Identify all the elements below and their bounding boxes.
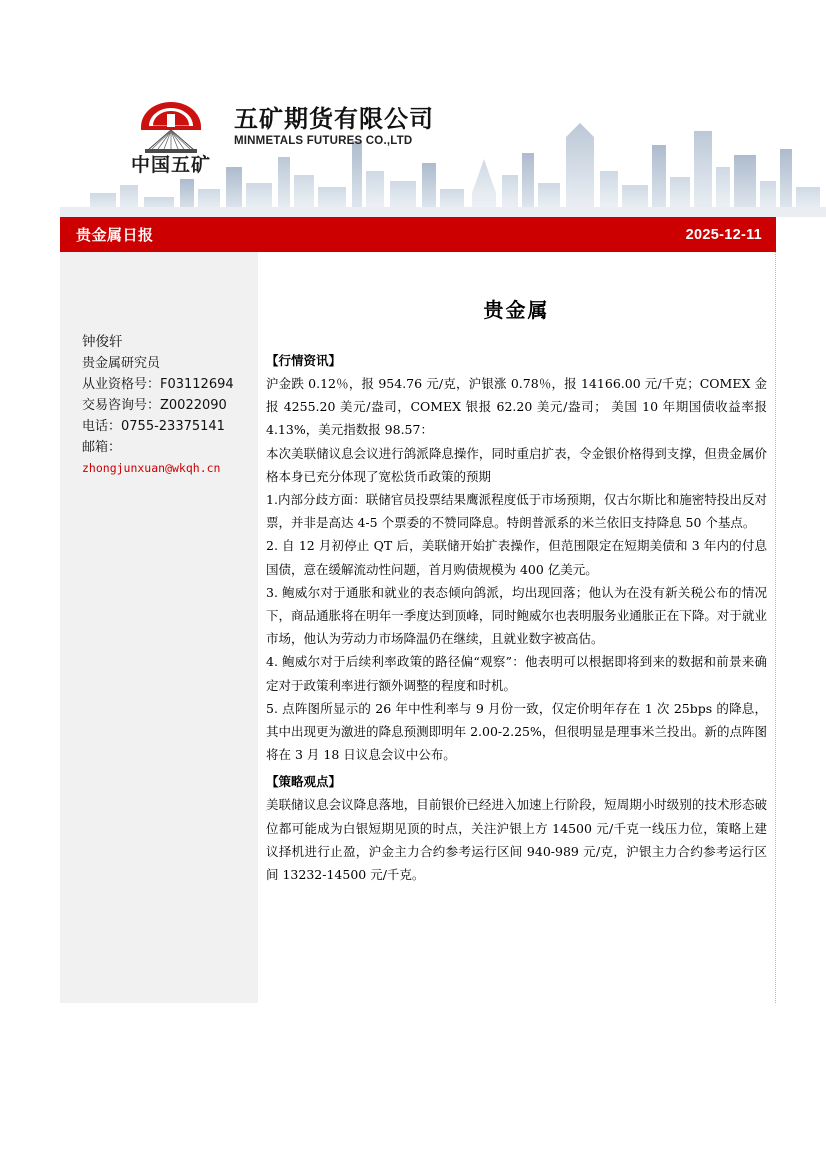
- point-paragraph-2: 2. 自 12 月初停止 QT 后，美联储开始扩表操作，但范围限定在短期美债和 3 年内的付息国债，意在缓解流动性问题，首月购债规模为 400 亿美元。: [266, 538, 767, 577]
- company-name-cn: 五矿期货有限公司: [234, 105, 434, 133]
- market-news-heading: 【行情资讯】: [266, 353, 342, 368]
- report-titlebar: [60, 217, 776, 252]
- document-body: [60, 252, 776, 1003]
- analyst-role: 贵金属研究员: [82, 356, 161, 371]
- point-paragraph-3: 3. 鲍威尔对于通胀和就业的表态倾向鸽派，均出现回落；他认为在没有新关税公布的情况下，商品通胀将在明年一季度达到顶峰，同时鲍威尔也表明服务业通胀正在下降。对于就业市场，他认为劳动力市场降温仍在继续，且就业数字被高估。: [266, 584, 767, 647]
- analyst-email[interactable]: zhongjunxuan@wkqh.cn: [82, 461, 221, 475]
- company-name-en: MINMETALS FUTURES CO.,LTD: [234, 135, 413, 148]
- analyst-phone: 电话：0755-23375141: [82, 419, 225, 434]
- page-title: 贵金属: [483, 298, 550, 322]
- report-date: 2025-12-11: [685, 226, 762, 243]
- analyst-sidebar: [60, 252, 258, 1003]
- company-logo: [128, 100, 434, 186]
- strategy-heading: 【策略观点】: [266, 774, 342, 790]
- logo-chinese-label: 中国五矿: [130, 154, 211, 176]
- report-content: [258, 252, 776, 1003]
- report-name: 贵金属日报: [76, 226, 154, 244]
- minmetals-emblem-icon: [128, 100, 214, 186]
- strategy-paragraph: 美联储议息会议降息落地，目前银价已经进入加速上行阶段，短周期小时级别的技术形态破位都可能成为白银短期见顶的时点，关注沪银上方 14500 元/千克一线压力位，策略上建议择机进行止盈，沪金主力合约参考运行区间 940-989 元/克，沪银主力合约参考运行区间 13232-14500 元/千克。: [266, 797, 767, 883]
- company-name-block: [234, 100, 434, 147]
- point-paragraph-1: 1.内部分歧方面：联储官员投票结果鹰派程度低于市场预期，仅古尔斯比和施密特投出反对票，并非是高达 4-5 个票委的不赞同降息。特朗普派系的米兰依旧支持降息 50 个基点。: [266, 492, 767, 531]
- lead-paragraph: 本次美联储议息会议进行鸽派降息操作，同时重启扩表，令金银价格得到支撑，但贵金属价格本身已充分体现了宽松货币政策的预期: [266, 445, 767, 484]
- analyst-email-label: 邮箱：: [82, 440, 122, 455]
- point-paragraph-4: 4. 鲍威尔对于后续利率政策的路径偏“观察”：他表明可以根据即将到来的数据和前景来确定对于政策利率进行额外调整的程度和时机。: [266, 654, 767, 693]
- market-summary-paragraph: 沪金跌 0.12％，报 954.76 元/克，沪银涨 0.78％，报 14166.00 元/千克；COMEX 金报 4255.20 美元/盎司，COMEX 银报 62.20 美元/盎司； 美国 10 年期国债收益率报 4.13%，美元指数报 98.57：: [266, 376, 767, 438]
- analyst-name: 钟俊轩: [82, 334, 123, 350]
- analyst-license-number: 从业资格号：F03112694: [82, 377, 234, 392]
- point-paragraph-5: 5. 点阵图所显示的 26 年中性利率与 9 月份一致，仅定价明年存在 1 次 25bps 的降息，其中出现更为激进的降息预测即明年 2.00-2.25%，但很明显是理事米兰投出。新的点阵图将在 3 月 18 日议息会议中公布。: [266, 700, 767, 763]
- analyst-consulting-number: 交易咨询号：Z0022090: [82, 398, 227, 413]
- masthead: [0, 0, 826, 217]
